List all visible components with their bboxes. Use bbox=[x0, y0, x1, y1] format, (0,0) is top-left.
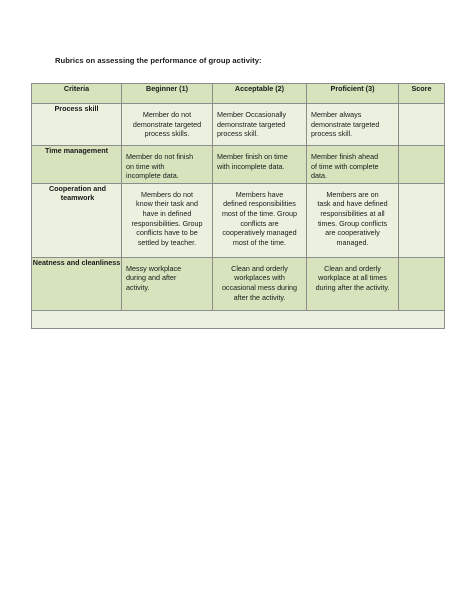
score-value bbox=[399, 146, 444, 154]
acceptable-text: Member Occasionally demonstrate targeted process skill. bbox=[217, 110, 287, 139]
acceptable-cell bbox=[213, 146, 307, 184]
table-row bbox=[32, 104, 445, 146]
rubric-table bbox=[31, 83, 445, 329]
criteria-label: Neatness and cleanliness bbox=[32, 257, 121, 267]
criteria-label: Time management bbox=[45, 146, 108, 155]
acceptable-cell bbox=[213, 257, 307, 310]
beginner-cell bbox=[122, 257, 213, 310]
acceptable-text: Clean and orderly workplaces with occasional mess during after the activity. bbox=[221, 263, 298, 302]
table-row bbox=[32, 257, 445, 310]
page-title: Rubrics on assessing the performance of group activity: bbox=[55, 56, 262, 65]
header-score: Score bbox=[399, 84, 445, 104]
beginner-text: Messy workplace during and after activity. bbox=[126, 263, 182, 292]
footer-text bbox=[32, 311, 444, 319]
header-acceptable: Acceptable (2) bbox=[213, 84, 307, 104]
header-beginner: Beginner (1) bbox=[122, 84, 213, 104]
header-criteria: Criteria bbox=[32, 84, 122, 104]
score-cell bbox=[399, 104, 445, 146]
beginner-cell bbox=[122, 104, 213, 146]
beginner-cell bbox=[122, 146, 213, 184]
proficient-cell bbox=[307, 257, 399, 310]
criteria-cell bbox=[32, 146, 122, 184]
proficient-cell bbox=[307, 146, 399, 184]
criteria-label: Process skill bbox=[54, 104, 99, 113]
footer-row bbox=[32, 310, 445, 328]
score-cell bbox=[399, 146, 445, 184]
proficient-cell bbox=[307, 104, 399, 146]
score-cell bbox=[399, 183, 445, 257]
score-cell bbox=[399, 257, 445, 310]
criteria-cell bbox=[32, 257, 122, 310]
criteria-cell bbox=[32, 104, 122, 146]
proficient-text: Members are on task and have defined responsibilities at all times. Group conflicts are cooperatively managed. bbox=[317, 189, 388, 247]
proficient-text: Member always demonstrate targeted process skill. bbox=[311, 110, 380, 139]
header-row bbox=[32, 84, 445, 104]
score-value bbox=[399, 258, 444, 266]
acceptable-cell bbox=[213, 104, 307, 146]
beginner-cell bbox=[122, 183, 213, 257]
proficient-text: Member finish ahead of time with complete data. bbox=[311, 152, 379, 181]
proficient-cell bbox=[307, 183, 399, 257]
criteria-label: Cooperation and teamwork bbox=[48, 183, 107, 203]
beginner-text: Member do not finish on time with incomplete data. bbox=[126, 152, 194, 181]
acceptable-cell bbox=[213, 183, 307, 257]
beginner-text: Member do not demonstrate targeted process skills. bbox=[132, 110, 202, 139]
score-value bbox=[399, 184, 444, 192]
acceptable-text: Members have defined responsibilities most of the time. Group conflicts are cooperatively managed most of the time. bbox=[221, 189, 298, 247]
beginner-text: Members do not know their task and have in defined responsibilities. Group conflicts have to be settled by teacher. bbox=[131, 189, 203, 247]
table-row bbox=[32, 146, 445, 184]
header-proficient: Proficient (3) bbox=[307, 84, 399, 104]
criteria-cell bbox=[32, 183, 122, 257]
table-row bbox=[32, 183, 445, 257]
acceptable-text: Member finish on time with incomplete data. bbox=[217, 152, 288, 171]
score-value bbox=[399, 104, 444, 112]
proficient-text: Clean and orderly workplace at all times during after the activity. bbox=[315, 263, 390, 292]
footer-cell bbox=[32, 310, 445, 328]
